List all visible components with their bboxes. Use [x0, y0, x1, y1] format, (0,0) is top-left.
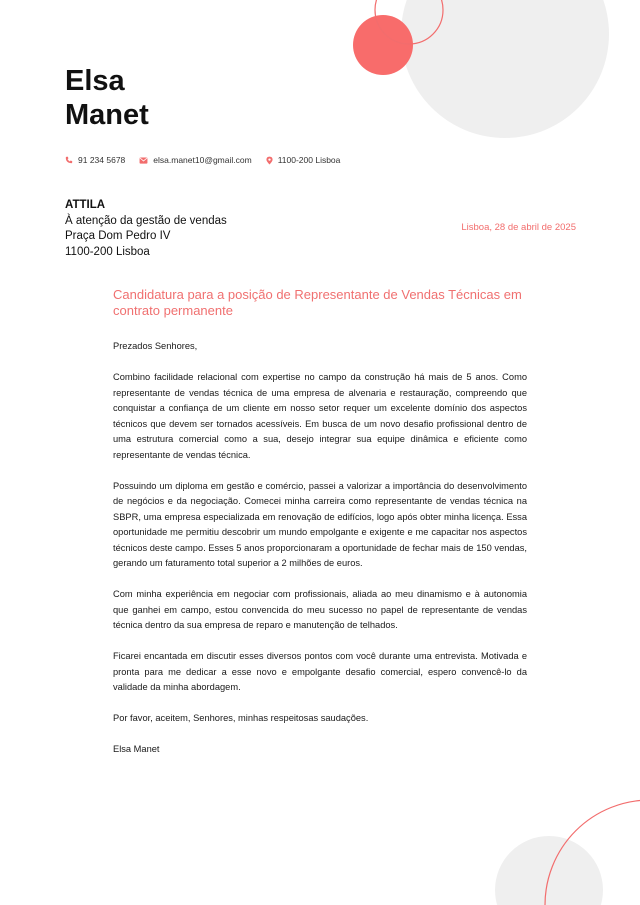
applicant-name — [65, 64, 149, 132]
contact-phone — [65, 155, 125, 165]
signature: Elsa Manet — [113, 744, 160, 754]
paragraph-1: Combino facilidade relacional com expertise no campo da construção há mais de 5 anos. Como representante de vendas técnica de uma empresa de alvenaria e restauração, compreendo que conquistar a confiança de um cliente em nosso setor requer um excelente domínio dos aspectos técnicos que devem ser tornados acessíveis. Em busca de um novo desafio profissional dentro de uma estrutura comercial como a sua, desejo integrar sua equipe dinâmica e eficiente como representante de vendas técnica. — [113, 372, 527, 460]
letter-body — [113, 339, 527, 758]
map-pin-icon — [266, 156, 273, 165]
last-name: Manet — [65, 99, 149, 131]
location-text: 1100-200 Lisboa — [277, 155, 341, 165]
recipient-street: Praça Dom Pedro IV — [65, 230, 171, 242]
contact-row — [65, 155, 354, 165]
paragraph-4: Ficarei encantada em discutir esses diversos pontos com você durante uma entrevista. Motivada e pronta para me dedicar a esse novo e empolgante desafio comercial, espero convencê-lo da validade da minha abordagem. — [113, 651, 527, 692]
letter-date: Lisboa, 28 de abril de 2025 — [461, 222, 576, 233]
salutation: Prezados Senhores, — [113, 341, 198, 351]
recipient-company: ATTILA — [65, 199, 106, 211]
recipient-block — [65, 198, 227, 260]
email-text: elsa.manet10@gmail.com — [153, 155, 252, 165]
letter-subject: Candidatura para a posição de Representante de Vendas Técnicas em contrato permanente — [113, 287, 522, 318]
paragraph-3: Com minha experiência em negociar com profissionais, aliada ao meu dinamismo e à autonomia que ganhei em campo, estou convencida do meu sucesso no papel de representante de vendas técnica dentro da sua empresa de reparo e manutenção de telhados. — [113, 589, 527, 630]
phone-text: 91 234 5678 — [78, 155, 126, 165]
phone-icon — [65, 156, 73, 164]
contact-email — [139, 155, 251, 165]
first-name: Elsa — [65, 65, 125, 97]
recipient-city: 1100-200 Lisboa — [65, 245, 150, 258]
recipient-attention: À atenção da gestão de vendas — [65, 214, 227, 227]
contact-location — [266, 155, 341, 165]
closing: Por favor, aceitem, Senhores, minhas respeitosas saudações. — [113, 713, 369, 723]
envelope-icon — [139, 157, 148, 164]
paragraph-2: Possuindo um diploma em gestão e comércio, passei a valorizar a importância do desenvolvimento de negócios e da negociação. Comecei minha carreira como representante de vendas técnica na SBPR, uma empresa especializada em renovação de edifícios, logo após obter minha licença. Essa oportunidade me permitiu descobrir um mundo empolgante e exigente e me capacitar nos aspectos técnicos deste campo. Esses 5 anos proporcionaram a oportunidade de fechar mais de 150 vendas, gerando um faturamento total superior a 2 milhões de euros. — [113, 480, 527, 568]
